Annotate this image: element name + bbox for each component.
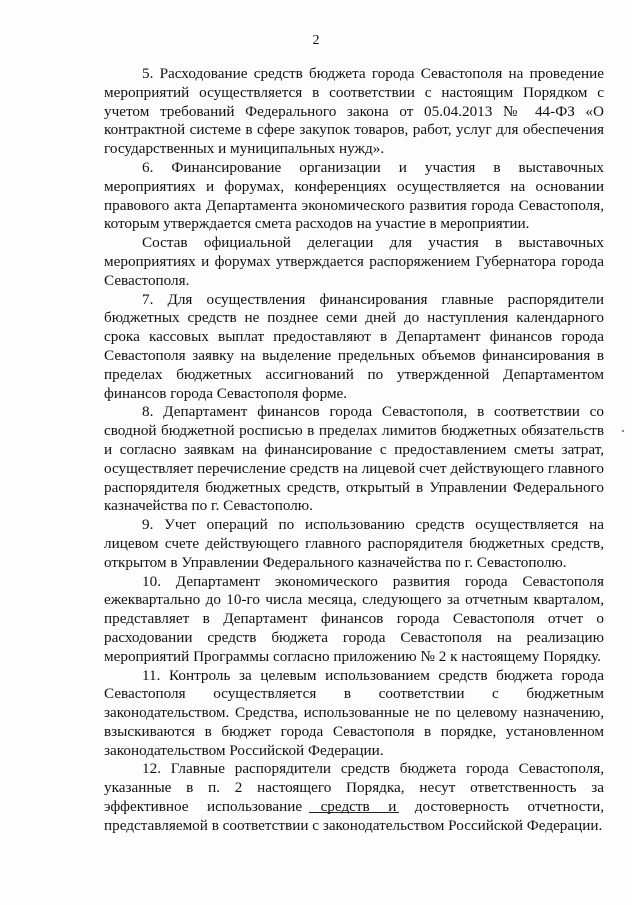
paragraph-7: 7. Для осуществления финансирования главные распорядители бюджетных средств не позднее семи дней до наступления календарного срока кассовых выплат предоставляют в Департамент финансов города Севастополя заявку на выделение предельных объемов финансирования в пределах бюджетных ассигнований по утвержденной Департаментом финансов города Севастополя форме. xyxy=(104,290,604,402)
paragraph-11: 11. Контроль за целевым использованием средств бюджета города Севастополя осуществляется в соответствии с бюджетным законодательством. Средства, использованные не по целевому назначению, взыскиваются в бюджет города Севастополя в порядке, установленном законодательством Российской Федерации. xyxy=(104,666,604,759)
paragraph-delegation: Состав официальной делегации для участия в выставочных мероприятиях и форумах утверждается распоряжением Губернатора города Севастополя. xyxy=(104,234,604,289)
paragraph-12: 12. Главные распорядители средств бюджета города Севастополя, указанные в п. 2 настоящего Порядка, несут ответственность за эффективное использование средств и достоверность отчетности, представляемой в соответствии с законодательством Российской Федерации. xyxy=(104,760,604,834)
paragraph-5: 5. Расходование средств бюджета города Севастополя на проведение мероприятий осуществляется в соответствии с настоящим Порядком с учетом требований Федерального закона от 05.04.2013 № 44-ФЗ «О контрактной системе в сфере закупок товаров, работ, услуг для обеспечения государственных и муниципальных нужд». xyxy=(104,65,604,158)
document-body xyxy=(104,65,604,836)
paragraph-10: 10. Департамент экономического развития города Севастополя ежеквартально до 10-го числа месяца, следующего за отчетным кварталом, представляет в Департамент финансов города Севастополя отчет о расходовании средств бюджета города Севастополя на реализацию мероприятий Программы согласно приложению № 2 к настоящему Порядку. xyxy=(104,572,604,665)
paragraph-9: 9. Учет операций по использованию средств осуществляется на лицевом счете действующего главного распорядителя бюджетных средств, открытом в Управлении Федерального казначейства по г. Севастополю. xyxy=(104,516,604,571)
end-separator-line xyxy=(309,812,399,813)
page-number: 2 xyxy=(312,33,320,48)
paragraph-6: 6. Финансирование организации и участия в выставочных мероприятиях и форумах, конференциях осуществляется на основании правового акта Департамента экономического развития города Севастополя, которым утверждается смета расходов на участие в мероприятии. xyxy=(104,158,604,233)
scan-speck xyxy=(622,430,624,432)
paragraph-8: 8. Департамент финансов города Севастополя, в соответствии со сводной бюджетной росписью в пределах лимитов бюджетных обязательств и согласно заявкам на финансирование с предоставлением сметы затрат, осуществляет перечисление средств на лицевой счет действующего главного распорядителя бюджетных средств, открытый в Управлении Федерального казначейства по г. Севастополю. xyxy=(104,403,604,515)
